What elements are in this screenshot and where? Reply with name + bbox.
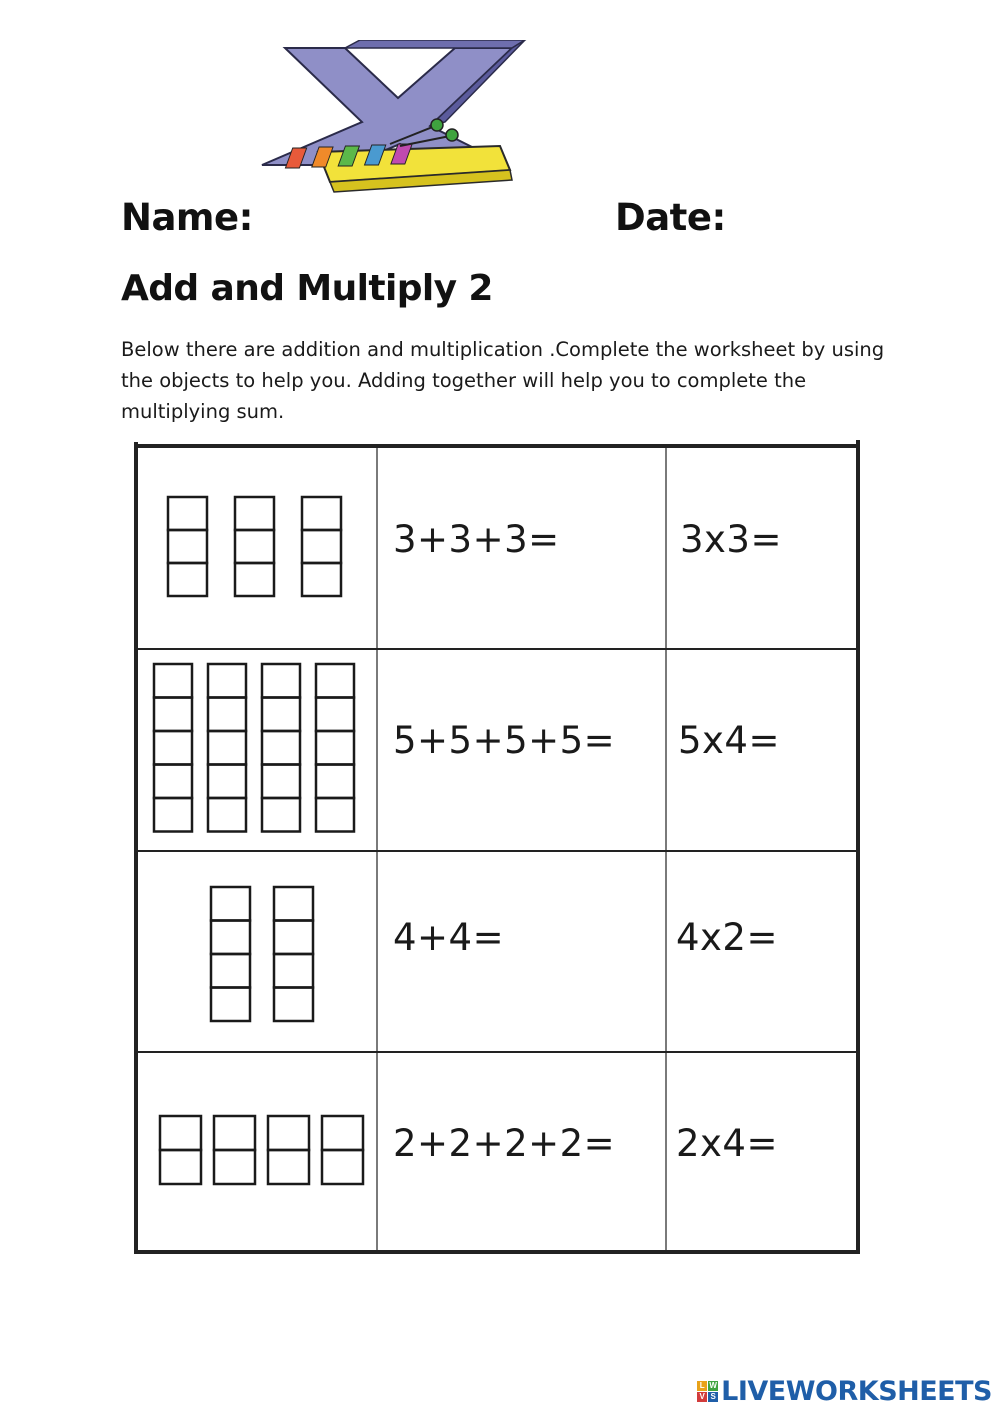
- counting-block: [208, 731, 246, 765]
- counting-block: [208, 664, 246, 698]
- block-tower: [214, 1116, 255, 1184]
- block-tower: [322, 1116, 363, 1184]
- block-tower: [316, 664, 354, 832]
- counting-block: [160, 1116, 201, 1150]
- multiplication-answer-cell[interactable]: 4x2=: [676, 916, 778, 959]
- counting-block: [262, 731, 300, 765]
- counting-block: [274, 887, 313, 921]
- counting-block: [208, 698, 246, 732]
- counting-block: [160, 1150, 201, 1184]
- counting-block: [322, 1150, 363, 1184]
- counting-block: [274, 921, 313, 955]
- multiplication-answer-cell[interactable]: 3x3=: [680, 518, 782, 561]
- counting-block: [208, 765, 246, 799]
- counting-block: [262, 798, 300, 832]
- counting-block: [211, 887, 250, 921]
- block-tower: [154, 664, 192, 832]
- liveworksheets-brand: [697, 1376, 992, 1407]
- block-tower: [211, 887, 250, 1021]
- block-tower: [208, 664, 246, 832]
- counting-block: [268, 1116, 309, 1150]
- counting-block: [168, 563, 207, 596]
- name-label: Name:: [121, 196, 253, 239]
- block-tower: [160, 1116, 201, 1184]
- counting-block: [154, 664, 192, 698]
- counting-block: [316, 664, 354, 698]
- counting-block: [262, 664, 300, 698]
- counting-block: [235, 563, 274, 596]
- counting-block: [235, 497, 274, 530]
- block-tower: [262, 664, 300, 832]
- counting-block: [316, 798, 354, 832]
- counting-block: [322, 1116, 363, 1150]
- liveworksheets-logo-icon: L W V S: [697, 1381, 718, 1402]
- addition-answer-cell[interactable]: 3+3+3=: [393, 518, 560, 561]
- counting-block: [154, 698, 192, 732]
- counting-block: [316, 765, 354, 799]
- worksheet-title: Add and Multiply 2: [121, 268, 493, 309]
- counting-block: [235, 530, 274, 563]
- multiplication-answer-cell[interactable]: 5x4=: [678, 719, 780, 762]
- counting-block: [214, 1150, 255, 1184]
- addition-answer-cell[interactable]: 2+2+2+2=: [393, 1122, 616, 1165]
- block-tower: [235, 497, 274, 596]
- counting-block: [268, 1150, 309, 1184]
- counting-block: [316, 698, 354, 732]
- counting-block: [214, 1116, 255, 1150]
- counting-block: [211, 921, 250, 955]
- counting-block: [302, 497, 341, 530]
- counting-block: [154, 798, 192, 832]
- counting-block: [208, 798, 246, 832]
- counting-block: [168, 530, 207, 563]
- counting-block: [262, 765, 300, 799]
- counting-block: [211, 954, 250, 988]
- counting-block: [154, 765, 192, 799]
- block-tower: [274, 887, 313, 1021]
- date-label: Date:: [615, 196, 726, 239]
- counting-block: [274, 954, 313, 988]
- counting-block: [154, 731, 192, 765]
- counting-block: [316, 731, 354, 765]
- counting-block: [274, 988, 313, 1022]
- addition-answer-cell[interactable]: 5+5+5+5=: [393, 719, 616, 762]
- counting-block: [302, 563, 341, 596]
- multiplication-answer-cell[interactable]: 2x4=: [676, 1122, 778, 1165]
- counting-block: [262, 698, 300, 732]
- brand-name: LIVEWORKSHEETS: [721, 1376, 992, 1407]
- counting-block: [211, 988, 250, 1022]
- block-tower: [302, 497, 341, 596]
- block-tower: [168, 497, 207, 596]
- block-tower: [268, 1116, 309, 1184]
- addition-answer-cell[interactable]: 4+4=: [393, 916, 505, 959]
- counting-block: [302, 530, 341, 563]
- instructions-text: Below there are addition and multiplication .Complete the worksheet by using the objects to help you. Adding together will help you to complete the multiplying sum.: [121, 338, 885, 423]
- counting-block: [168, 497, 207, 530]
